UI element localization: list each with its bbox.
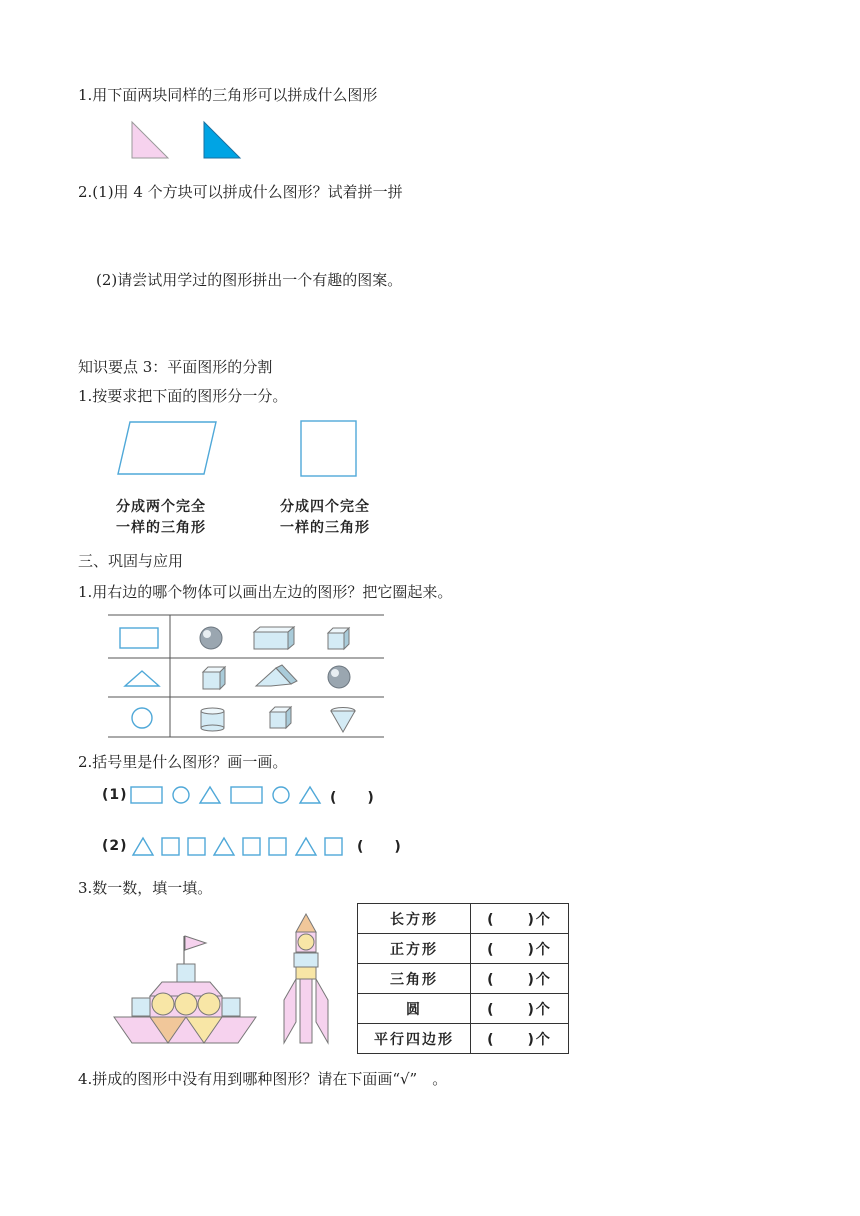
cube-solid-icon-2 [203, 667, 225, 689]
pattern-1-answer-blank: ( ) [330, 790, 375, 806]
sphere-solid-icon [200, 627, 222, 649]
pink-right-triangle [132, 122, 168, 158]
pattern-2-triangle-icon-3 [296, 838, 316, 855]
pattern-1-circle-icon-2 [273, 787, 289, 803]
count-row-parallelogram [358, 1024, 569, 1054]
count-row-triangle [358, 964, 569, 994]
pattern-2-answer-blank: ( ) [357, 839, 402, 855]
pattern-2-sequence [133, 838, 342, 855]
pattern-1-triangle-icon-2 [300, 787, 320, 803]
application-question-4: 4.拼成的图形中没有用到哪种图形？请在下面画“√” 。 [78, 1070, 448, 1088]
rocket-body-lower [296, 967, 316, 979]
pattern-1-triangle-icon [200, 787, 220, 803]
rocket-body-square [294, 953, 318, 967]
cone-solid-icon [331, 708, 355, 733]
cuboid-solid-icon [254, 627, 294, 649]
count-row-blank[interactable]: ( )个 [471, 964, 569, 994]
split-question-title: 1.按要求把下面的图形分一分。 [78, 387, 288, 405]
ship-chimney-square [177, 964, 195, 982]
pattern-2-label: (2) [102, 838, 128, 854]
pattern-1-label: (1) [102, 787, 128, 803]
pattern-2-square-icon-2 [188, 838, 205, 855]
cube-solid-icon-3 [270, 707, 291, 728]
pattern-2-square-icon-4 [269, 838, 286, 855]
triangle-shape-icon [125, 671, 159, 686]
split-label-2-line2: 一样的三角形 [280, 520, 370, 536]
count-row-name: 圆 [358, 994, 471, 1024]
ship-side-square-left [132, 998, 150, 1016]
ship-porthole-3 [198, 993, 220, 1015]
count-row-blank[interactable]: ( )个 [471, 934, 569, 964]
count-row-name: 长方形 [358, 904, 471, 934]
application-question-2: 2.括号里是什么图形？画一画。 [78, 753, 288, 771]
ship-porthole-1 [152, 993, 174, 1015]
triangular-prism-solid-icon [256, 665, 297, 686]
pattern-1-rectangle-icon [131, 787, 162, 803]
ship-side-square-right [222, 998, 240, 1016]
count-row-blank[interactable]: ( )个 [471, 1024, 569, 1054]
cube-solid-icon [328, 628, 349, 649]
count-row-circle [358, 994, 569, 1024]
count-row-name: 正方形 [358, 934, 471, 964]
count-row-name: 三角形 [358, 964, 471, 994]
cylinder-solid-icon [201, 708, 224, 731]
ship-porthole-2 [175, 993, 197, 1015]
question-1-title: 1.用下面两块同样的三角形可以拼成什么图形 [78, 86, 378, 104]
pattern-1-sequence [131, 787, 320, 803]
count-row-blank[interactable]: ( )个 [471, 994, 569, 1024]
rocket-window [298, 934, 314, 950]
rectangle-shape-icon [120, 628, 158, 648]
application-question-1: 1.用右边的哪个物体可以画出左边的图形？把它圈起来。 [78, 583, 453, 601]
rocket-figure [284, 914, 328, 1043]
ship-hull [114, 1017, 256, 1043]
split-label-1-line2: 一样的三角形 [116, 520, 206, 536]
pattern-2-square-icon-3 [243, 838, 260, 855]
rocket-fin-mid [300, 979, 312, 1043]
split-label-1-line1: 分成两个完全 [116, 499, 206, 515]
pattern-1-circle-icon [173, 787, 189, 803]
pattern-2-triangle-icon [133, 838, 153, 855]
count-row-square [358, 934, 569, 964]
question-2-title: 2.(1)用 4 个方块可以拼成什么图形？试着拼一拼 [78, 183, 403, 201]
split-label-2-line1: 分成四个完全 [280, 499, 370, 515]
question-2-subtitle: (2)请尝试用学过的图形拼出一个有趣的图案。 [96, 271, 403, 289]
rocket-fin-right [316, 979, 328, 1043]
circle-shape-icon [132, 708, 152, 728]
section-point-3: 知识要点 3：平面图形的分割 [78, 358, 273, 376]
section-three-title: 三、巩固与应用 [78, 552, 184, 570]
application-question-3: 3.数一数，填一填。 [78, 879, 213, 897]
pattern-1-rectangle-icon-2 [231, 787, 262, 803]
ship-flag [185, 936, 206, 950]
ship-figure [114, 936, 256, 1043]
rocket-fin-left [284, 979, 296, 1043]
pattern-2-square-icon-5 [325, 838, 342, 855]
count-row-blank[interactable]: ( )个 [471, 904, 569, 934]
parallelogram-figure [118, 422, 216, 474]
count-row-rectangle [358, 904, 569, 934]
pattern-2-triangle-icon-2 [214, 838, 234, 855]
count-table [357, 903, 569, 1054]
pattern-2-square-icon [162, 838, 179, 855]
rocket-nose [296, 914, 316, 932]
count-row-name: 平行四边形 [358, 1024, 471, 1054]
blue-right-triangle [204, 122, 240, 158]
square-figure [301, 421, 356, 476]
sphere-solid-icon-2 [328, 666, 350, 688]
